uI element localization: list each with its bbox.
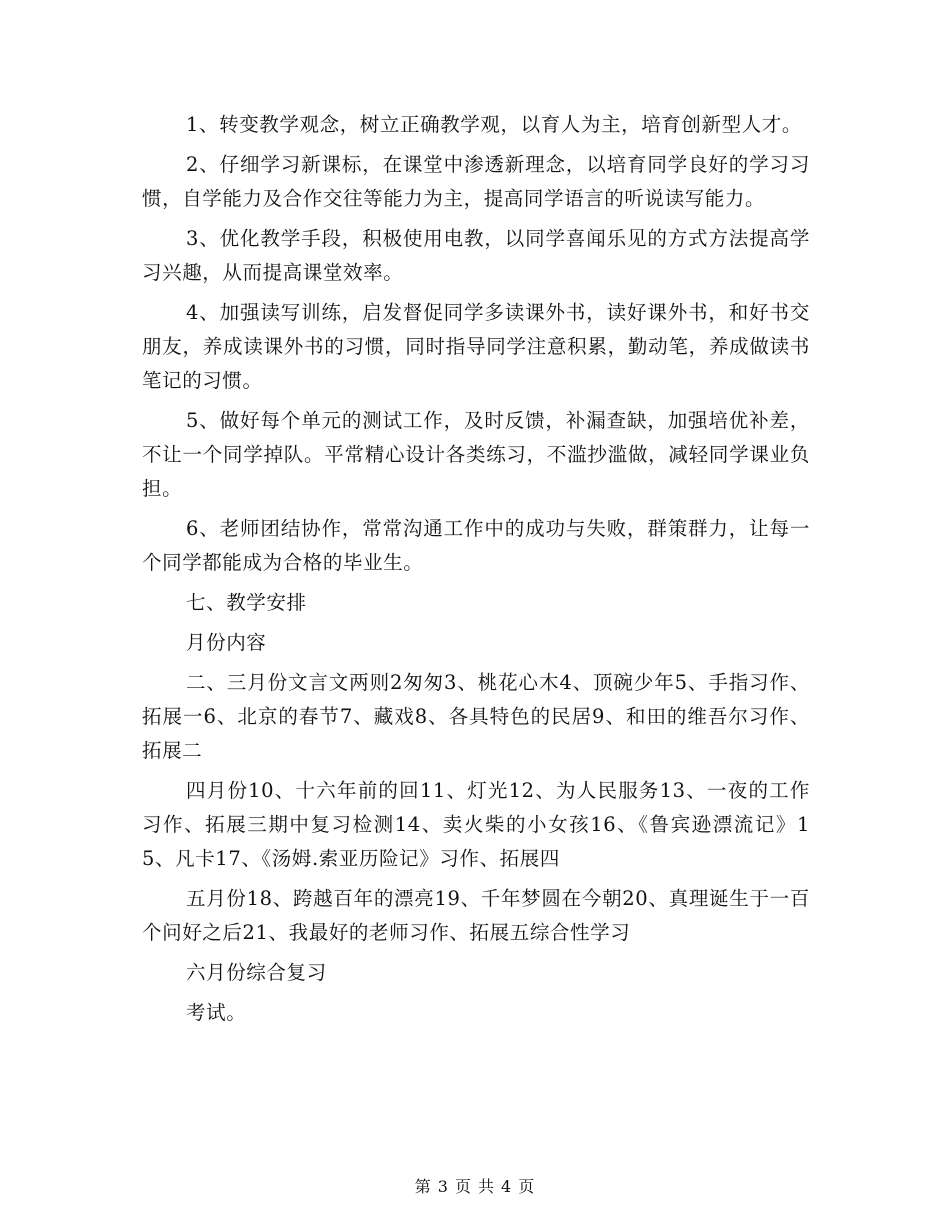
schedule-june: 六月份综合复习 [186, 961, 327, 984]
footer-page-number: 3 [437, 1177, 449, 1196]
paragraph-goal-5: 5、做好每个单元的测试工作，及时反馈，补漏查缺，加强培优补差，不让一个同学掉队。平常精心设计各类练习，不滥抄滥做，减轻同学课业负担。 [142, 409, 810, 500]
schedule-feb-mar: 二、三月份文言文两则2匆匆3、桃花心木4、顶碗少年5、手指习作、拓展一6、北京的春节7、藏戏8、各具特色的民居9、和田的维吾尔习作、拓展二 [142, 671, 810, 762]
paragraph-goal-4: 4、加强读写训练，启发督促同学多读课外书，读好课外书，和好书交朋友，养成读课外书的习惯，同时指导同学注意积累，勤动笔，养成做读书笔记的习惯。 [142, 301, 810, 392]
paragraph-goal-2: 2、仔细学习新课标，在课堂中渗透新理念，以培育同学良好的学习习惯，自学能力及合作交往等能力为主，提高同学语言的听说读写能力。 [142, 153, 810, 210]
footer-suffix: 页 [518, 1177, 536, 1196]
schedule-may: 五月份18、跨越百年的漂亮19、千年梦圆在今朝20、真理诞生于一百个问好之后21、我最好的老师习作、拓展五综合性学习 [142, 887, 810, 944]
document-body [142, 108, 810, 1036]
paragraph-goal-3: 3、优化教学手段，积极使用电教，以同学喜闻乐见的方式方法提高学习兴趣，从而提高课堂效率。 [142, 227, 810, 284]
paragraph-goal-1: 1、转变教学观念，树立正确教学观，以育人为主，培育创新型人才。 [186, 113, 803, 136]
page-footer [0, 1176, 950, 1198]
schedule-exam: 考试。 [186, 1001, 247, 1024]
footer-middle: 页 共 [454, 1177, 496, 1196]
schedule-header: 月份内容 [186, 631, 267, 654]
paragraph-goal-6: 6、老师团结协作，常常沟通工作中的成功与失败，群策群力，让每一个同学都能成为合格的毕业生。 [142, 517, 810, 574]
footer-total-pages: 4 [501, 1177, 513, 1196]
footer-prefix: 第 [414, 1177, 432, 1196]
schedule-april: 四月份10、十六年前的回11、灯光12、为人民服务13、一夜的工作习作、拓展三期中复习检测14、卖火柴的小女孩16、《鲁宾逊漂流记》15、凡卡17、《汤姆.索亚历险记》习作、拓展四 [142, 779, 810, 870]
section-heading-teaching-schedule: 七、教学安排 [186, 591, 307, 614]
